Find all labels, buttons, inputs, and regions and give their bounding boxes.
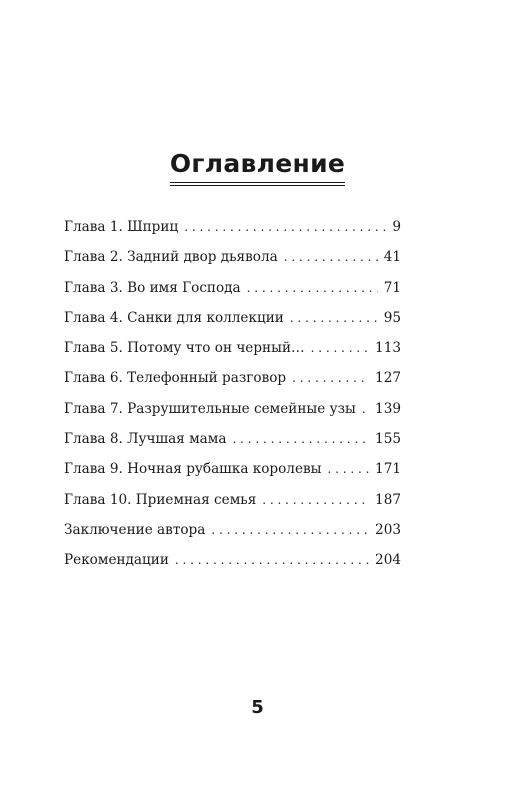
toc-entry-title: Глава 7. Разрушительные семейные узы (64, 400, 356, 417)
dot-leader (232, 432, 369, 446)
dot-leader (262, 493, 369, 507)
toc-entry (64, 370, 401, 400)
toc-entry (64, 219, 401, 249)
toc-entry-page: 187 (375, 491, 401, 508)
dot-leader (362, 402, 369, 416)
toc-entry (64, 401, 401, 431)
toc-entry-page: 155 (375, 431, 401, 448)
toc-heading-container (0, 150, 515, 186)
dot-leader (175, 553, 369, 567)
page-number: 5 (251, 697, 264, 718)
toc-entry-page: 139 (375, 400, 401, 417)
toc-entry (64, 461, 401, 491)
toc-entry-title: Рекомендации (64, 552, 169, 569)
toc-entry-page: 204 (375, 552, 401, 569)
toc-entry-page: 203 (375, 521, 401, 538)
toc-entry-page: 9 (392, 219, 401, 235)
toc-entry (64, 340, 401, 370)
page-title: Оглавление (170, 150, 345, 186)
dot-leader (284, 250, 378, 264)
toc-entry-title: Глава 5. Потому что он черный… (64, 340, 305, 357)
dot-leader (184, 220, 386, 234)
dot-leader (311, 341, 369, 355)
toc-entry-title: Глава 4. Санки для коллекции (64, 309, 284, 326)
toc-entry-title: Глава 9. Ночная рубашка королевы (64, 461, 322, 478)
dot-leader (211, 523, 369, 537)
toc-entry-title: Глава 3. Во имя Господа (64, 279, 241, 296)
toc-entry (64, 552, 401, 582)
toc-entry-page: 95 (383, 309, 401, 326)
dot-leader (290, 311, 378, 325)
dot-leader (327, 462, 369, 476)
toc-entry-page: 113 (375, 340, 401, 357)
toc-entry-page: 41 (383, 249, 401, 266)
dot-leader (247, 281, 378, 295)
toc-entry-title: Заключение автора (64, 521, 206, 538)
toc-entry (64, 431, 401, 461)
table-of-contents (64, 219, 401, 583)
toc-entry-title: Глава 1. Шприц (64, 219, 179, 235)
toc-entry-page: 171 (375, 461, 401, 478)
toc-entry (64, 310, 401, 340)
toc-entry (64, 249, 401, 279)
toc-entry-page: 71 (383, 279, 401, 296)
toc-entry-title: Глава 6. Телефонный разговор (64, 370, 287, 387)
toc-entry (64, 492, 401, 522)
toc-entry-title: Глава 10. Приемная семья (64, 491, 257, 508)
toc-entry (64, 522, 401, 552)
toc-entry-title: Глава 2. Задний двор дьявола (64, 249, 278, 266)
toc-entry-title: Глава 8. Лучшая мама (64, 431, 227, 448)
dot-leader (292, 371, 369, 385)
toc-entry (64, 280, 401, 310)
toc-entry-page: 127 (375, 370, 401, 387)
